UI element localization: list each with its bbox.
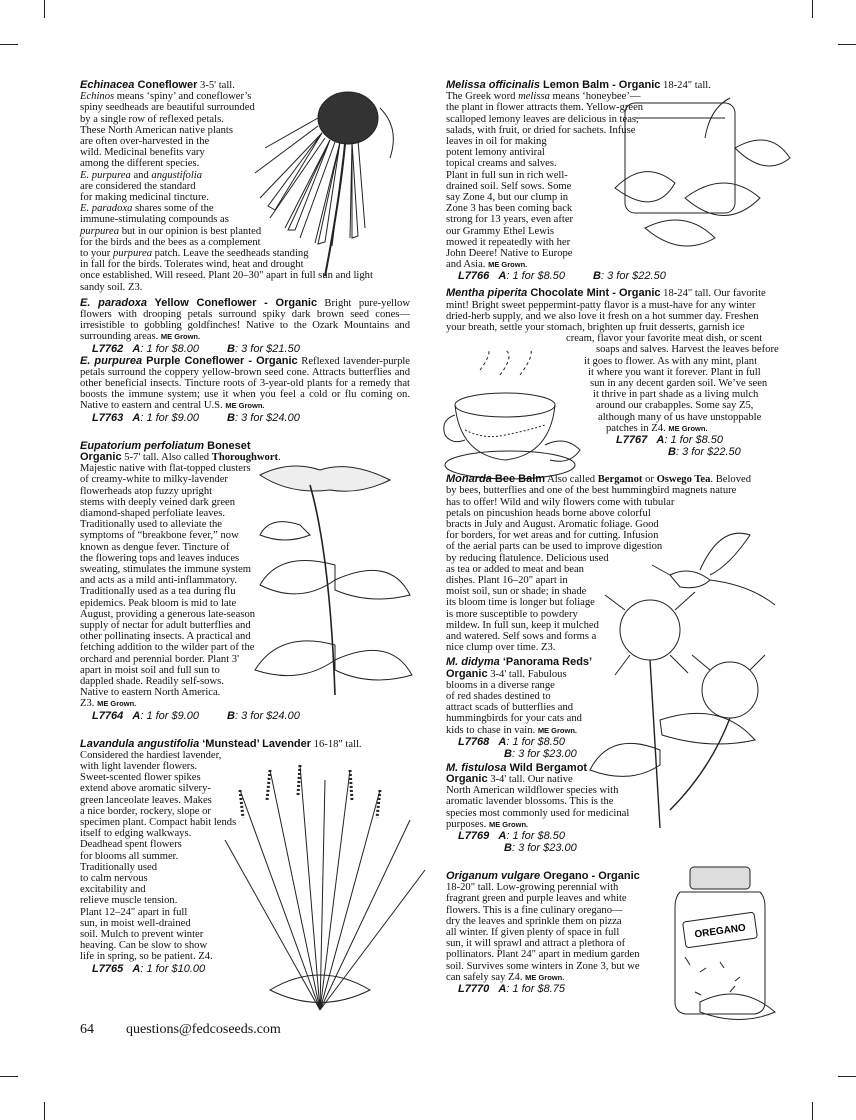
eupatorium-line: symptoms of “breakbone fever,” now [80,530,239,542]
eupatorium-line: dappled shade. Readily self-sows. [80,675,224,687]
origanum-name: Origanum vulgare [446,869,541,882]
origanum-line: soil. Survives some winters in Zone 3, but we [446,960,640,972]
me-grown-tag: ME Grown. [488,819,529,829]
lavandula-line: for blooms all summer. [80,850,179,862]
purpurea-name: E. purpurea [80,354,143,367]
melissa-line: our Grammy Ethel Lewis [446,225,554,237]
price-b-label: B [668,446,676,459]
monarda-alt-name: Bergamot [597,474,643,486]
melissa-line: Plant in full sun in rich well- [446,169,568,181]
price-a: : 1 for $8.00 [140,342,200,355]
right-column [446,80,782,995]
mentha-name: Mentha piperita [446,287,528,300]
item-code: L7767 [616,434,648,447]
echinacea-entry [80,80,410,293]
lavandula-line: soil. Mulch to prevent winter [80,929,204,941]
price-a: : 1 for $8.50 [506,829,566,842]
eupatorium-line: fetching addition to the wilder part of the [80,642,255,654]
echinacea-line: are considered the standard [80,180,196,192]
echinacea-line: by a single row of reflexed petals. [80,113,224,125]
melissa-line: the plant in flower attracts them. Yellow-green [446,102,644,114]
purpurea-entry [80,356,410,412]
region-text: and Asia. [446,259,486,271]
melissa-line: salads, with fruit, or dried for sachets. Infuse [446,124,636,136]
monarda-line: and watered. Self sows and forms a [446,630,597,642]
eupatorium-price [92,710,410,722]
fistulosa-line: aromatic lavender blossoms. This is the [446,796,614,808]
price-a-label: A [498,735,507,748]
price-a-label: A [132,342,141,355]
price-a: : 1 for $8.50 [506,270,566,283]
mentha-line: it goes to flower. As with any mint, plant [584,355,758,367]
melissa-line: John Deere! Native to Europe [446,248,573,260]
price-a: : 1 for $9.00 [140,709,200,722]
echinacea-line: spiny seedheads are beautiful surrounded [80,102,255,114]
echinacea-line: immune-stimulating compounds as [80,214,229,226]
paradoxa-body: Bright pure-yellow flowers with drooping petals surround spiky dark brown seed cones—irresistible to gobbling goldfinches! Native to the Ozark Mountains and surrounding areas. [80,297,411,343]
eupatorium-line: of creamy-white to milky-lavender [80,474,228,486]
lavandula-line: heaving. Can be slow to show [80,940,208,952]
mentha-line: it where you want it forever. Plant in full [588,366,761,378]
lavandula-line: Traditionally used [80,861,158,873]
lavandula-line: green lanceolate leaves. Makes [80,794,212,806]
lavandula-line: excitability and [80,884,146,896]
paradoxa-price [92,343,410,355]
melissa-line: potent lemony antiviral [446,147,545,159]
monarda-line: nice clump over time. Z3. [446,642,556,654]
echinacea-line: among the different species. [80,158,200,170]
item-code: L7769 [458,829,490,842]
price-a-label: A [132,411,141,424]
price-a-label: A [498,983,507,996]
zone-text: can safely say Z4. [446,971,523,983]
price-b-label: B [227,709,235,722]
item-code: L7766 [458,270,490,283]
mentha-line: around our crabapples. Some say Z5, [596,400,754,412]
lavandula-line: life in spring, so be patient. Z4. [80,951,213,963]
price-b: : 3 for $24.00 [235,411,300,424]
origanum-line [446,972,782,983]
organic-label: Organic [446,772,488,785]
mentha-title: Chocolate Mint - Organic [527,287,661,300]
monarda-entry [446,474,782,653]
item-code: L7765 [92,962,124,975]
lavandula-height: 16-18" tall. [311,738,362,750]
left-column [80,80,410,975]
zone-text: patches in Z4. [606,422,666,434]
monarda-after: . Beloved [710,474,752,486]
lavandula-line: with light lavender flowers. [80,760,198,772]
price-a-label: A [132,962,141,975]
organic-label: Organic [446,667,488,680]
eupatorium-line: flowerheads atop fuzzy upright [80,485,213,497]
origanum-line: 18-20" tall. Low-growing perennial with [446,882,619,894]
origanum-line: sun, it will sprawl and attract a plethora of [446,938,626,950]
lavandula-line: itself to edging walkways. [80,828,192,840]
eupatorium-line: the flowering tops and leaves induces [80,552,240,564]
price-a: : 1 for $10.00 [140,962,206,975]
melissa-line: The Greek word melissa means ‘honeybee’— [446,91,641,103]
eupatorium-line: August, providing a generous late-season [80,608,256,620]
echinacea-line: for the birds and the bees as a complement [80,236,261,248]
monarda-line: as tea or added to meat and bean [446,563,584,575]
me-grown-tag: ME Grown. [97,699,137,709]
lavandula-price [92,963,410,975]
melissa-height: 18-24" tall. [660,80,711,91]
crop-mark [838,44,856,45]
mentha-line: it thrive in part shade as a living mulch [593,389,759,401]
eupatorium-line: supply of nectar for adult butterflies and [80,619,251,631]
didyma-line: hummingbirds for your cats and [446,713,582,725]
didyma-line: blooms in a diverse range [446,679,555,691]
price-a: : 1 for $9.00 [140,411,200,424]
price-b: : 3 for $23.00 [511,747,577,760]
price-a-label: A [656,434,665,447]
mentha-line: cream, flavor your favorite meat dish, or scent [566,333,763,345]
echinacea-line: E. paradoxa shares some of the [80,203,214,215]
price-b: : 3 for $22.50 [675,446,741,459]
period: . [278,451,281,463]
crop-mark [44,1102,45,1120]
crop-mark [0,44,18,45]
price-a-label: A [498,270,507,283]
lavandula-line: Deadhead spent flowers [80,839,182,851]
monarda-line: of the aerial parts can be used to improve digestion [446,541,663,553]
echinacea-line: Echinos means ‘spiny’ and coneflower’s [80,91,252,103]
eupatorium-line: sweating, stimulates the immune system [80,563,251,575]
monarda-line: for borders, for wet areas and for cutting. Infusion [446,530,659,542]
item-code: L7768 [458,735,490,748]
purpurea-price [92,412,410,424]
fistulosa-line: North American wildflower species with [446,785,619,797]
melissa-line: Zone 3 has been coming back [446,203,573,215]
item-code: L7764 [92,709,124,722]
price-a: : 1 for $8.50 [664,434,724,447]
contact-email-container [126,1022,281,1038]
paradoxa-entry [80,298,410,343]
eupatorium-line: stems with deeply veined dark green [80,496,236,508]
origanum-line: dry the leaves and sprinkle them on pizza [446,915,622,927]
echinacea-common: Coneflower [137,79,198,91]
didyma-entry [446,657,782,735]
didyma-name: M. didyma [446,656,500,669]
page-footer [80,1022,94,1038]
lavandula-line: specimen plant. Compact habit lends [80,816,237,828]
item-code: L7762 [92,342,124,355]
melissa-line: leaves in oil for making [446,136,547,148]
fistulosa-price [458,830,782,854]
melissa-line: topical creams and salves. [446,158,557,170]
mentha-line: mint! Bright sweet peppermint-patty flavor is a must-have for any winter [446,299,756,311]
lavandula-line: relieve muscle tension. [80,895,178,907]
echinacea-line: are often over-harvested in the [80,136,210,148]
price-b-label: B [593,270,601,283]
monarda-line: bracts in July and August. Aromatic foliage. Good [446,518,659,530]
crop-mark [812,1102,813,1120]
paradoxa-title: Yellow Coneflower - Organic [147,296,318,309]
crop-mark [0,1076,18,1077]
monarda-line: petals on pincushion heads borne above colorful [446,507,651,519]
mentha-line: although many of us have unstoppable [598,411,762,423]
price-a: : 1 for $8.75 [506,983,566,996]
crop-mark [812,0,813,18]
mentha-line: soaps and salves. Harvest the leaves before [596,344,779,356]
echinacea-line: E. purpurea and angustifolia [80,169,203,181]
lavandula-line: sun, in moist well-drained [80,917,191,929]
eupatorium-title: Boneset [204,439,251,452]
eupatorium-alt-name: Thoroughwort [211,451,279,463]
eupatorium-line: epidemics. Peak bloom is mid to late [80,597,237,609]
echinacea-line: These North American native plants [80,124,233,136]
monarda-alt-name: Oswego Tea [656,474,711,486]
crop-mark [838,1076,856,1077]
mentha-height: 18-24" tall. Our favorite [660,288,766,300]
didyma-line: attract scads of butterflies and [446,702,574,714]
price-b: : 3 for $21.50 [235,342,300,355]
melissa-line: scalloped lemony leaves are delicious in teas, [446,113,639,125]
fistulosa-title: Wild Bergamot [506,761,588,774]
purpurea-title: Purple Coneflower - Organic [142,354,298,367]
price-a-label: A [132,709,141,722]
price-a-label: A [498,829,507,842]
lavandula-entry [80,739,410,963]
mentha-line: sun in any decent garden soil. We’ve seen [590,378,768,390]
echinacea-genus: Echinacea [80,79,135,91]
melissa-entry [446,80,782,270]
lavandula-line: a nice border, rockery, slope or [80,805,211,817]
monarda-line: by bees, butterflies and one of the best hummingbird magnets nature [446,485,737,497]
echinacea-line: sandy soil. Z3. [80,281,143,293]
mentha-entry [446,288,782,434]
zone-text: Z3. [80,698,95,710]
monarda-line: mildew. In full sun, keep it mulched [446,619,599,631]
purpurea-body: Reflexed lavender-purple petals surround the coppery yellow-brown seed cone. Attracts butterflies and other beneficial insects. Tincture roots of 3-year-old plants for a remedy that boosts the immune system; use it when you feel a cold or flu coming on. Native to eastern and central U.S. [80,355,411,412]
eupatorium-line: and acts as a mild anti-inflammatory. [80,575,237,587]
lavandula-line: Considered the hardiest lavender, [80,749,222,761]
echinacea-line: wild. Medicinal benefits vary [80,147,205,159]
monarda-line: has to offer! Wild and wily flowers come with tubular [446,496,675,508]
origanum-title: Oregano - Organic [540,869,640,882]
melissa-line: strong for 13 years, even after [446,214,574,226]
melissa-title: Lemon Balm - Organic [539,79,661,91]
melissa-line: say Zone 4, but our clump in [446,192,569,204]
price-b: : 3 for $23.00 [511,841,577,854]
eupatorium-line: Traditionally used to alleviate the [80,519,223,531]
contact-email[interactable]: questions@fedcoseeds.com [126,1022,281,1037]
price-a: : 1 for $8.50 [506,735,566,748]
didyma-line: of red shades destined to [446,690,551,702]
lavandula-line: to calm nervous [80,873,148,884]
organic-label: Organic [80,450,122,463]
didyma-line [446,725,782,736]
page-number: 64 [80,1022,94,1037]
me-grown-tag: ME Grown. [668,423,708,433]
origanum-line: fragrant green and purple leaves and white [446,893,627,905]
monarda-line: moist soil, sun or shade; in shade [446,586,587,598]
melissa-name: Melissa officinalis [446,79,540,91]
eupatorium-height: 5-7' tall. Also called [121,451,212,463]
origanum-price [458,983,782,995]
echinacea-line: for making medicinal tincture. [80,192,209,204]
fistulosa-line [446,819,782,830]
didyma-title: ‘Panorama Reds’ [499,656,593,669]
eupatorium-line: apart in moist soil and full sun to [80,664,220,676]
fistulosa-entry [446,763,782,830]
origanum-entry [446,871,782,983]
price-b-label: B [227,342,235,355]
eupatorium-line: Traditionally used as a tea during flu [80,586,236,598]
fistulosa-last-line: purposes. [446,818,487,830]
mentha-line: dried-herb supply, and we also love it fresh on a hot summer day. Freshen [446,310,759,322]
eupatorium-name: Eupatorium perfoliatum [80,439,205,452]
eupatorium-line: orchard and perennial border. Plant 3' [80,653,239,665]
didyma-price [458,736,782,760]
eupatorium-line: known as dengue fever. Tincture of [80,541,230,553]
me-grown-tag: ME Grown. [488,260,528,270]
eupatorium-entry [80,441,410,710]
mentha-price [446,434,782,458]
monarda-line: dishes. Plant 16–20" apart in [446,574,568,586]
lavandula-line: Plant 12–24" apart in full [80,906,188,918]
price-b-label: B [227,411,235,424]
eupatorium-line: Majestic native with flat-topped clusters [80,463,251,475]
echinacea-line: purpurea but in our opinion is best planted [80,225,262,237]
monarda-title: Bee Balm [491,473,546,486]
me-grown-tag: ME Grown. [537,725,577,735]
melissa-line: mowed it repeatedly with her [446,236,571,248]
eupatorium-line: Native to eastern North America. [80,687,221,699]
item-code: L7763 [92,411,124,424]
lavandula-name: Lavandula angustifolia [80,737,200,750]
me-grown-tag: ME Grown. [525,972,565,982]
monarda-name: Monarda [446,473,492,486]
fistulosa-height: 3-4' tall. Our native [487,773,573,785]
echinacea-line: once established. Will reseed. Plant 20–30" apart in full sun and light [80,270,373,282]
eupatorium-line [80,698,410,709]
me-grown-tag: ME Grown. [160,332,201,342]
eupatorium-line: diamond-shaped perfoliate leaves. [80,507,226,519]
lavandula-line: extend above aromatic silvery- [80,783,211,795]
item-code: L7770 [458,983,490,996]
eupatorium-line: other pollinating insects. A practical and [80,631,251,643]
origanum-line: flowers. This is a fine culinary oregano— [446,904,623,916]
price-b-label: B [504,841,512,854]
origanum-line: all winter. If given plenty of space in full [446,927,620,938]
melissa-price [458,270,782,282]
didyma-height: 3-4' tall. Fabulous [487,668,567,680]
fistulosa-line: species most commonly used for medicinal [446,807,630,819]
me-grown-tag: ME Grown. [225,401,265,411]
price-b-label: B [504,747,512,760]
melissa-line: drained soil. Self sows. Some [446,180,572,192]
fistulosa-name: M. fistulosa [446,761,507,774]
origanum-line: pollinators. Plant 24" apart in medium garden [446,949,640,961]
monarda-intro: Also called [545,474,598,486]
mentha-line: your breath, settle your stomach, brighten up fruit desserts, garnish ice [446,322,745,334]
melissa-line [446,259,782,270]
mentha-line [446,423,782,434]
echinacea-line: to your purpurea patch. Leave the seedheads standing [80,248,309,260]
echinacea-line: in fall for the birds. Tolerates wind, heat and drought [80,259,304,271]
lavandula-title: ‘Munstead’ Lavender [199,737,312,750]
paradoxa-name: E. paradoxa [80,296,148,309]
monarda-line: by reducing flatulence. Delicious used [446,552,609,564]
lavandula-line: Sweet-scented flower spikes [80,772,201,784]
monarda-line: is more susceptible to powdery [446,608,578,620]
or-text: or [642,474,657,486]
jar-label: OREGANO [693,922,747,941]
didyma-last-line: kids to chase in vain. [446,724,536,736]
echinacea-height: 3-5' tall. [197,80,235,91]
price-b: : 3 for $24.00 [235,709,300,722]
price-b: : 3 for $22.50 [601,270,666,283]
crop-mark [44,0,45,18]
monarda-line: its bloom time is longer but foliage [446,597,595,609]
